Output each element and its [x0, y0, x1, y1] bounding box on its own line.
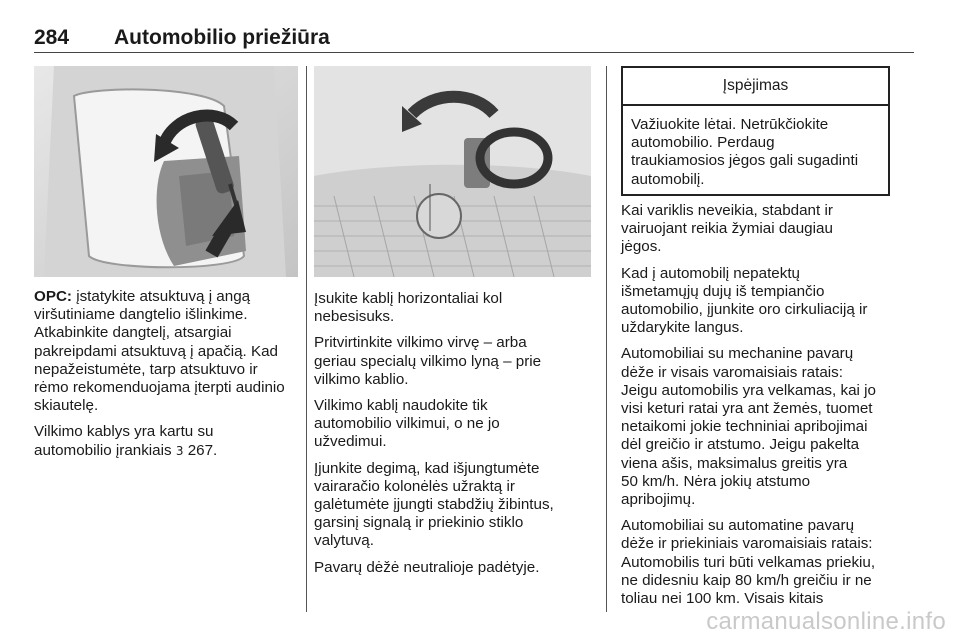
- towing-eye-illustration-icon: [314, 66, 591, 277]
- page-number: 284: [34, 26, 70, 49]
- paragraph: Kad į automobilį nepatektų išmetamųjų dujų iš tempiančio automobilio, įjunkite oro cirkuliaciją ir uždarykite langus.: [621, 264, 868, 337]
- screwdriver-cover-illustration-icon: [34, 66, 298, 277]
- page-reference-number: 267.: [183, 441, 218, 459]
- paragraph: Automobiliai su automatine pavarų dėže ir priekiniais varomaisiais ratais: Automobilis turi būti velkamas priekiu, ne didesniu kaip 80 km/h greičiu ir ne toliau nei 100 km. Visais kitais: [621, 517, 876, 608]
- paragraph: Vilkimo kablį naudokite tik automobilio vilkimui, o ne jo užvedimui.: [314, 397, 500, 451]
- paragraph: Įjunkite degimą, kad išjungtumėte vairaračio kolonėlės užraktą ir galėtumėte įjungti stabdžių žibintus, garsinį signalą ir priekinio stiklo valytuvą.: [314, 459, 554, 550]
- column-left: [34, 288, 300, 468]
- watermark: carmanualsonline.info: [706, 608, 946, 635]
- paragraph-tow-hook-location: [34, 423, 300, 459]
- page-header: [34, 22, 914, 52]
- paragraph: Automobiliai su mechanine pavarų dėže ir visais varomaisiais ratais: Jeigu automobilis yra velkamas, kai jo visi keturi ratai yra ant žemės, tuomet netaikomi jokie techniniai apribojimai dėl greičio ir atstumo. Jeigu pakelta viena ašis, maksimalus greitis yra 50 km/h. Nėra jokių atstumo apribojimų.: [621, 345, 876, 509]
- column-right: [621, 202, 893, 616]
- warning-body: Važiuokite lėtai. Netrūkčiokite automobilio. Perdaug traukiamosios jėgos gali sugadinti automobilį.: [631, 116, 859, 188]
- paragraph: Kai variklis neveikia, stabdant ir vairuojant reikia žymiai daugiau jėgos.: [621, 202, 833, 256]
- paragraph: Pritvirtinkite vilkimo virvę – arba geriau specialų vilkimo lyną – prie vilkimo kablio.: [314, 334, 542, 388]
- paragraph: Pavarų dėžė neutralioje padėtyje.: [314, 558, 540, 576]
- paragraph-opc: [34, 288, 300, 415]
- tow-hook-text: Vilkimo kablys yra kartu su automobilio įrankiais: [34, 423, 214, 459]
- warning-box: [621, 66, 890, 196]
- warning-heading: Įspėjimas: [623, 68, 888, 106]
- opc-label: OPC:: [34, 288, 72, 305]
- paragraph: Įsukite kablį horizontaliai kol nebesisuks.: [314, 290, 503, 326]
- column-divider-left: [306, 66, 307, 612]
- column-divider-right: [606, 66, 607, 612]
- page-reference-arrow-icon: 3: [175, 443, 184, 458]
- opc-text: įstatykite atsuktuvą į angą viršutiniame dangtelio išlinkime. Atkabinkite dangtelį, atsargiai pakreipdami atsuktuvą į apačią. Kad nepažeistumėte, tarp atsuktuvo ir rėmo rekomenduojama įterpti audinio skiautelę.: [34, 288, 285, 415]
- column-middle: [314, 290, 590, 585]
- header-rule: [34, 52, 914, 53]
- page-title: Automobilio priežiūra: [114, 26, 330, 49]
